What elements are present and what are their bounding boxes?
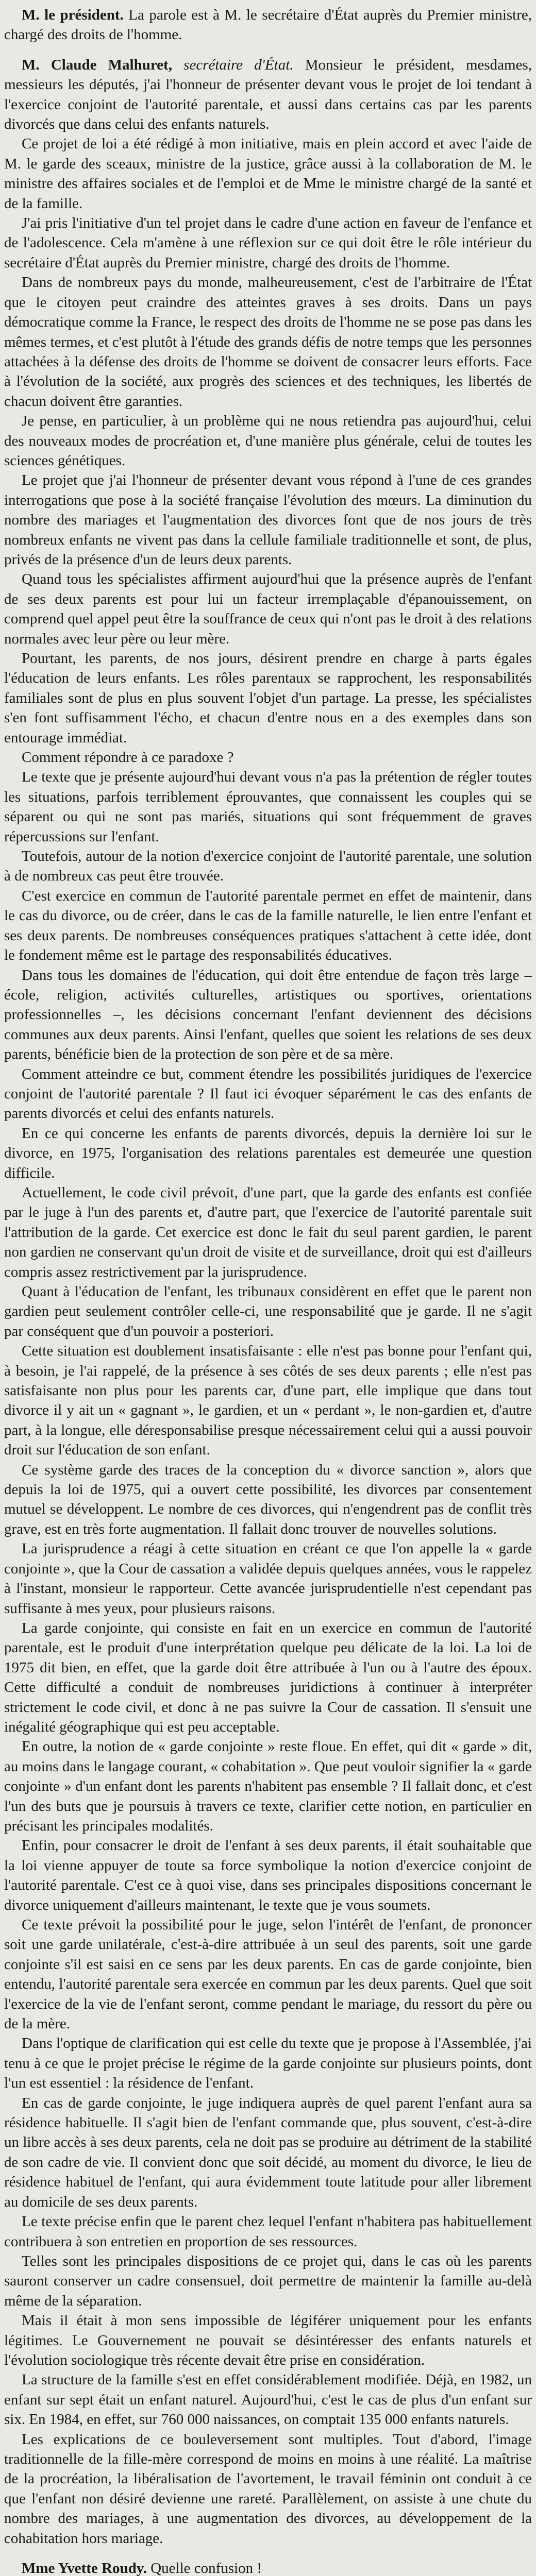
paragraph-text: Actuellement, le code civil prévoit, d'une part, que la garde des enfants est confiée par le juge à l'un des parents et, d'autre part, que l'exercice de l'autorité parentale suit l'attribution de la garde. Cet exercice est donc le fait du seul parent gardien, le parent non gardien ne conservant qu'un droit de visite et de surveillance, droit qui est d'ailleurs compris assez restrictivement par la jurisprudence. — [4, 1184, 532, 1280]
paragraph-text: En outre, la notion de « garde conjointe » reste floue. En effet, qui dit « garde » dit, au moins dans le langage courant, « cohabitation ». Que peut vouloir signifier la « garde conjointe » d'un enfant dont les parents n'habitent pas ensemble ? Il fallait donc, et c'est l'un des buts que je poursuis à travers ce texte, clarifier cette notion, en particulier en précisant les principales modalités. — [4, 1738, 532, 1834]
paragraph-text: Pourtant, les parents, de nos jours, désirent prendre en charge à parts égales l'éducation de leurs enfants. Les rôles parentaux se rapprochent, les responsabilités familiales sont de plus en plus souvent l'objet d'un partage. La presse, les spécialistes s'en font suffisamment l'écho, et chacun d'entre nous en a des exemples dans son entourage immédiat. — [4, 650, 532, 746]
speaker-paragraph — [4, 55, 532, 134]
paragraph-text: Ce système garde des traces de la conception du « divorce sanction », alors que depuis la loi de 1975, qui a ouvert cette possibilité, les divorces par consentement mutuel se développent. Le nombre de ces divorces, qui n'engendrent pas de conflit très grave, est en très forte augmentation. Il fallait donc trouver de nouvelles solutions. — [4, 1461, 532, 1537]
speaker-name: Mme Yvette Roudy. — [22, 2560, 147, 2576]
speech-paragraph — [4, 767, 532, 846]
speaker-paragraph — [4, 2558, 532, 2576]
paragraph-text: Dans l'optique de clarification qui est celle du texte que je propose à l'Assemblée, j'ai tenu à ce que le projet précise le régime de la garde conjointe sur plusieurs points, dont l'un est essentiel : la résidence de l'enfant. — [4, 2035, 532, 2092]
paragraph-text: La structure de la famille s'est en effet considérablement modifiée. Déjà, en 1982, un enfant sur sept était un enfant naturel. Aujourd'hui, c'est le cas de plus d'un enfant sur six. En 1984, en effet, sur 760 000 naissances, on comptait 135 000 enfants naturels. — [4, 2371, 532, 2428]
speech-paragraph — [4, 2212, 532, 2251]
paragraph-text: Telles sont les principales dispositions de ce projet qui, dans le cas où les parents sauront conserver un cadre consensuel, doit permettre de maintenir la famille au-delà même de la séparation. — [4, 2252, 532, 2309]
paragraph-text: La garde conjointe, qui consiste en fait en un exercice en commun de l'autorité parentale, est le produit d'une interprétation quelque peu délicate de la loi. La loi de 1975 dit bien, en effet, que la garde doit être attribuée à l'un ou à l'autre des époux. Cette difficulté a conduit de nombreuses juridictions à continuer à interpréter strictement le code civil, et donc à ne pas suivre la Cour de cassation. Il s'ensuit une inégalité géographique qui est peu acceptable. — [4, 1619, 532, 1735]
speech-paragraph — [4, 134, 532, 213]
speech-paragraph — [4, 1836, 532, 1915]
paragraph-text: La parole est à M. le secrétaire d'État auprès du Premier ministre, chargé des droits de l'homme. — [4, 7, 532, 43]
paragraph-text: La jurisprudence a réagi à cette situation en créant ce que l'on appelle la « garde conjointe », que la Cour de cassation a validée depuis quelques années, vous le rappelez à l'instant, monsieur le rapporteur. Cette avancée jurisprudentielle n'est cependant pas suffisante à mes yeux, pour plusieurs raisons. — [4, 1540, 532, 1617]
speech-paragraph — [4, 1915, 532, 2033]
paragraph-text: Enfin, pour consacrer le droit de l'enfant à ses deux parents, il était souhaitable que la loi vienne appuyer de toute sa force symbolique la notion d'exercice conjoint de l'autorité parentale. C'est ce à quoi vise, dans ses principales dispositions concernant le divorce uniquement d'ailleurs maintenant, le texte que je vous soumets. — [4, 1837, 532, 1913]
paragraph-text: Comment répondre à ce paradoxe ? — [22, 749, 234, 766]
speech-paragraph — [4, 1064, 532, 1124]
speaker-role: secrétaire d'État. — [183, 56, 294, 73]
paragraph-text: Les explications de ce bouleversement sont multiples. Tout d'abord, l'image traditionnelle de la fille-mère correspond de moins en moins à une réalité. La maîtrise de la procréation, la libéralisation de l'avortement, le travail féminin ont conduit à ce que l'enfant non désiré devienne une rareté. Parallèlement, on assiste à une chute du nombre des mariages, à une augmentation des divorces, au développement de la cohabitation hors mariage. — [4, 2431, 532, 2547]
paragraph-text: Ce projet de loi a été rédigé à mon initiative, mais en plein accord et avec l'aide de M. le garde des sceaux, ministre de la justice, grâce aussi à la collaboration de M. le ministre des affaires sociales et de l'emploi et de Mme le ministre chargé de la santé et de la famille. — [4, 135, 532, 212]
speech-paragraph — [4, 2033, 532, 2093]
speech-paragraph — [4, 273, 532, 411]
speech-paragraph — [4, 1282, 532, 1341]
paragraph-text: En cas de garde conjointe, le juge indiquera auprès de quel parent l'enfant aura sa résidence habituelle. Il s'agit bien de l'enfant commande que, plus souvent, c'est-à-dire un libre accès à ses deux parents, cela ne doit pas se produire au détriment de la stabilité de son cadre de vie. Il convient donc que soit décidé, au moment du divorce, le lieu de résidence habituel de l'enfant, qui aura évidemment toute latitude pour aller librement au domicile de ses deux parents. — [4, 2094, 532, 2210]
paragraph-text: C'est exercice en commun de l'autorité parentale permet en effet de maintenir, dans le cas du divorce, ou de créer, dans le cas de la famille naturelle, le lien entre l'enfant et ses deux parents. De nombreuses conséquences pratiques s'attachent à cette idée, dont le fondement même est le partage des responsabilités éducatives. — [4, 887, 532, 964]
speaker-paragraph — [4, 5, 532, 45]
paragraph-text: Le projet que j'ai l'honneur de présenter devant vous répond à l'une de ces grandes interrogations que pose à la société française l'évolution des mœurs. La diminution du nombre des mariages et l'augmentation des divorces font que de nos jours de très nombreux enfants ne vivent pas dans la cellule familiale traditionnelle et sont, de plus, privés de la présence d'un de leurs deux parents. — [4, 472, 532, 568]
paragraph-text: Quelle confusion ! — [150, 2560, 262, 2576]
paragraph-text: Dans de nombreux pays du monde, malheureusement, c'est de l'arbitraire de l'État que le citoyen peut craindre des atteintes graves à ses droits. Dans un pays démocratique comme la France, le respect des droits de l'homme ne se pose pas dans les mêmes termes, et c'est plutôt à l'étude des grands défis de notre temps que les personnes attachées à la défense des droits de l'homme se doivent de consacrer leurs efforts. Face à l'évolution de la société, aux progrès des sciences et des techniques, les libertés de chacun doivent être garanties. — [4, 274, 532, 410]
paragraph-text: En ce qui concerne les enfants de parents divorcés, depuis la dernière loi sur le divorce, en 1975, l'organisation des relations parentales est demeurée une question difficile. — [4, 1125, 532, 1181]
speech-paragraph — [4, 1460, 532, 1539]
speaker-name: M. Claude Malhuret, — [22, 56, 172, 73]
speech-paragraph — [4, 1539, 532, 1618]
paragraph-text: Quand tous les spécialistes affirment aujourd'hui que la présence auprès de l'enfant de ses deux parents est pour lui un facteur irremplaçable d'épanouissement, on comprend quel appel peut être la souffrance de ceux qui n'ont pas le droit à des relations normales avec leur père ou leur mère. — [4, 571, 532, 647]
paragraph-text: J'ai pris l'initiative d'un tel projet dans le cadre d'une action en faveur de l'enfance et de l'adolescence. Cela m'amène à une réflexion sur ce qui doit être le rôle intérieur du secrétaire d'État auprès du Premier ministre, chargé des droits de l'homme. — [4, 215, 532, 271]
paragraph-text: Le texte précise enfin que le parent chez lequel l'enfant n'habitera pas habituellement contribuera à son entretien en proportion de ses ressources. — [4, 2213, 532, 2250]
speech-paragraph — [4, 1124, 532, 1183]
paragraph-text: Je pense, en particulier, à un problème qui ne nous retiendra pas aujourd'hui, celui des nouveaux modes de procréation et, d'une manière plus générale, celui de toutes les sciences génétiques. — [4, 413, 532, 469]
speech-paragraph — [4, 2093, 532, 2212]
speech-paragraph — [4, 649, 532, 748]
speech-paragraph — [4, 2251, 532, 2311]
paragraph-text: Monsieur le président, mesdames, messieurs les députés, j'ai l'honneur de présenter devant vous le projet de loi tendant à l'exercice conjoint de l'autorité parentale, et aussi dans certains cas par les parents divorcés que dans celui des enfants naturels. — [4, 56, 532, 133]
speech-paragraph — [4, 569, 532, 649]
speech-paragraph — [4, 470, 532, 569]
paragraph-text: Toutefois, autour de la notion d'exercice conjoint de l'autorité parentale, une solution à de nombreux cas peut être trouvée. — [4, 848, 532, 885]
speech-paragraph — [4, 2370, 532, 2429]
speech-paragraph — [4, 1183, 532, 1282]
speech-paragraph — [4, 846, 532, 886]
paragraph-text: Quant à l'éducation de l'enfant, les tribunaux considèrent en effet que le parent non gardien peut seulement contrôler celle-ci, une responsabilité que je garde. Il ne s'agit par conséquent que d'un pouvoir a posteriori. — [4, 1283, 532, 1340]
speech-paragraph — [4, 1341, 532, 1460]
speaker-name: M. le président. — [22, 7, 124, 23]
speech-paragraph — [4, 213, 532, 273]
speech-paragraph — [4, 748, 532, 767]
paragraph-text: Cette situation est doublement insatisfaisante : elle n'est pas bonne pour l'enfant qui, à besoin, je l'ai rappelé, de la présence à ses côtés de ses deux parents ; elle n'est pas satisfaisante non plus pour les parents car, d'une part, elle implique que dans tout divorce il y ait un « gagnant », le gardien, et un « perdant », le non-gardien et, d'autre part, à la longue, elle déresponsabilise presque nécessairement celui qui a aussi pouvoir droit sur l'éducation de son enfant. — [4, 1343, 532, 1459]
paragraph-text: Comment atteindre ce but, comment étendre les possibilités juridiques de l'exercice conjoint de l'autorité parentale ? Il faut ici évoquer séparément le cas des enfants de parents divorcés et celui des enfants naturels. — [4, 1065, 532, 1122]
speech-paragraph — [4, 411, 532, 470]
speech-paragraph — [4, 2430, 532, 2548]
paragraph-text: Le texte que je présente aujourd'hui devant vous n'a pas la prétention de régler toutes les situations, parfois terriblement éprouvantes, que connaissent les couples qui se séparent ou qui ne sont pas mariés, situations qui sont fréquemment de graves répercussions sur l'enfant. — [4, 769, 532, 845]
paragraph-text: Ce texte prévoit la possibilité pour le juge, selon l'intérêt de l'enfant, de prononcer soit une garde unilatérale, c'est-à-dire attribuée à un seul des parents, soit une garde conjointe s'il est saisi en ce sens par les deux parents. En cas de garde conjointe, bien entendu, l'autorité parentale sera exercée en commun par les deux parents. Quel que soit l'exercice de la vie de l'enfant seront, comme pendant le mariage, du ressort du père ou de la mère. — [4, 1917, 532, 2032]
speech-paragraph — [4, 886, 532, 965]
speech-paragraph — [4, 1618, 532, 1737]
speech-paragraph — [4, 1737, 532, 1836]
speech-paragraph — [4, 965, 532, 1064]
speech-paragraph — [4, 2311, 532, 2370]
paragraph-text: Mais il était à mon sens impossible de légiférer uniquement pour les enfants légitimes. Le Gouvernement ne pouvait se désintéresser des enfants naturels et l'évolution sociologique très récente devait être prise en considération. — [4, 2312, 532, 2368]
paragraph-text: Dans tous les domaines de l'éducation, qui doit être entendue de façon très large – école, religion, activités culturelles, artistiques ou sportives, orientations professionnelles –, les décisions concernant l'enfant deviennent des décisions communes aux deux parents. Ainsi l'enfant, quelles que soient les relations de ses deux parents, bénéficie bien de la protection de son père et de sa mère. — [4, 967, 532, 1063]
